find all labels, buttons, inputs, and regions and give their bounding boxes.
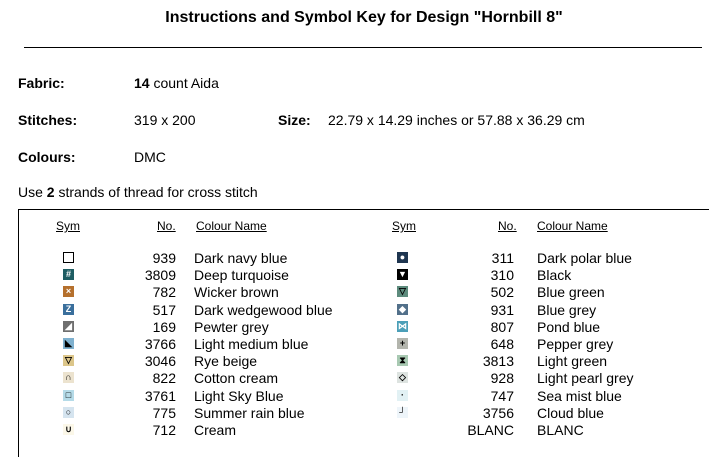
colour-name: Cream xyxy=(194,422,237,438)
colour-name: Dark polar blue xyxy=(537,250,632,266)
right-no-header: No. xyxy=(498,219,517,233)
right-key-row xyxy=(0,267,728,284)
dmc-number: 939 xyxy=(152,250,176,266)
right-key-row xyxy=(0,370,728,387)
dmc-number: 502 xyxy=(490,284,514,301)
circle-white-icon: ● xyxy=(397,252,408,263)
fabric-type: count Aida xyxy=(149,75,219,91)
dmc-number: 310 xyxy=(490,267,514,284)
dot-icon: · xyxy=(397,390,408,401)
plus-icon: + xyxy=(397,338,408,349)
stitches-label: Stitches: xyxy=(18,112,78,128)
colour-name: Rye beige xyxy=(194,353,258,370)
down-triangle-white-icon: ▼ xyxy=(398,269,407,280)
right-key-row xyxy=(0,319,728,336)
colour-name: Blue grey xyxy=(537,301,597,318)
dmc-number: 3046 xyxy=(144,353,176,370)
blank-icon xyxy=(397,424,408,435)
dmc-number: 822 xyxy=(152,370,176,387)
corner-triangle-icon: ◣ xyxy=(63,338,74,349)
fabric-count: 14 xyxy=(134,75,150,91)
dmc-number: 3809 xyxy=(144,267,176,284)
dmc-number: 311 xyxy=(491,250,514,266)
dmc-number: 775 xyxy=(152,404,176,421)
colour-name: Blue green xyxy=(537,284,605,301)
strands-note-pre: Use xyxy=(18,184,47,200)
right-sym-header: Sym xyxy=(392,219,416,233)
colour-name: Light pearl grey xyxy=(537,370,634,387)
colour-name: BLANC xyxy=(537,422,584,438)
dmc-number: BLANC xyxy=(467,422,514,438)
diamond-icon: ◆ xyxy=(397,304,408,315)
right-key-row xyxy=(0,422,728,439)
hash-icon: # xyxy=(63,269,74,280)
colour-name: Light Sky Blue xyxy=(194,387,284,404)
page-title: Instructions and Symbol Key for Design "Hornbill 8" xyxy=(165,9,563,26)
colour-name: Sea mist blue xyxy=(537,387,622,404)
colour-name: Pewter grey xyxy=(194,318,269,335)
down-triangle-icon: ▽ xyxy=(397,286,408,297)
arch-icon: ∩ xyxy=(63,372,74,383)
stitches-value: 319 x 200 xyxy=(134,112,196,128)
dmc-number: 928 xyxy=(490,370,514,387)
colour-name: Light medium blue xyxy=(194,336,309,352)
left-name-header: Colour Name xyxy=(196,219,267,233)
colour-name: Pond blue xyxy=(537,318,601,335)
z-mark-icon: Z xyxy=(63,304,74,315)
dmc-number: 712 xyxy=(152,422,176,438)
x-mark-icon: × xyxy=(63,286,74,297)
dmc-number: 169 xyxy=(152,318,176,335)
colour-name: Wicker brown xyxy=(194,284,279,301)
diagonal-half-icon: ◢ xyxy=(63,321,74,332)
size-value: 22.79 x 14.29 inches or 57.88 x 36.29 cm xyxy=(328,112,585,128)
right-key-row xyxy=(0,388,728,405)
strands-note xyxy=(18,184,258,200)
colour-name: Cloud blue xyxy=(537,404,604,421)
colour-name: Deep turquoise xyxy=(194,267,289,284)
circle-icon: ○ xyxy=(63,407,74,418)
dmc-number: 3813 xyxy=(482,353,514,370)
colour-name: Dark navy blue xyxy=(194,250,288,266)
colours-value: DMC xyxy=(134,149,166,165)
dmc-number: 747 xyxy=(490,387,514,404)
strands-note-post: strands of thread for cross stitch xyxy=(54,184,258,200)
right-key-row xyxy=(0,353,728,370)
right-key-row xyxy=(0,302,728,319)
right-key-row xyxy=(0,284,728,301)
colour-name: Black xyxy=(537,267,572,284)
right-key-row xyxy=(0,405,728,422)
dmc-number: 517 xyxy=(152,301,176,318)
corner-bracket-icon: ┘ xyxy=(397,407,408,418)
right-key-row xyxy=(0,336,728,353)
strands-count: 2 xyxy=(46,184,55,200)
colour-name: Cotton cream xyxy=(194,370,279,387)
fabric-value xyxy=(134,75,219,91)
bowtie-icon: ⋈ xyxy=(398,320,407,331)
left-sym-header: Sym xyxy=(56,219,80,233)
colours-label: Colours: xyxy=(18,149,76,165)
colour-name: Light green xyxy=(537,353,608,370)
cup-icon: ∪ xyxy=(63,424,74,435)
dmc-number: 807 xyxy=(490,318,514,335)
dmc-number: 931 xyxy=(490,301,514,318)
left-no-header: No. xyxy=(157,219,176,233)
colour-name: Pepper grey xyxy=(537,336,614,352)
size-label: Size: xyxy=(278,112,311,128)
square-icon: □ xyxy=(63,390,74,401)
down-triangle-icon: ▽ xyxy=(63,355,74,366)
colour-name: Dark wedgewood blue xyxy=(194,301,333,318)
fabric-label: Fabric: xyxy=(18,75,65,91)
dmc-number: 782 xyxy=(152,284,176,301)
title-underline xyxy=(24,47,702,48)
right-key-row xyxy=(0,250,728,267)
hourglass-icon: ⧗ xyxy=(397,355,408,366)
dmc-number: 648 xyxy=(490,336,514,352)
diamond-small-icon: ◇ xyxy=(397,372,408,383)
right-name-header: Colour Name xyxy=(537,219,608,233)
dmc-number: 3766 xyxy=(144,336,176,352)
dmc-number: 3761 xyxy=(144,387,176,404)
colour-name: Summer rain blue xyxy=(194,404,305,421)
dmc-number: 3756 xyxy=(482,404,514,421)
